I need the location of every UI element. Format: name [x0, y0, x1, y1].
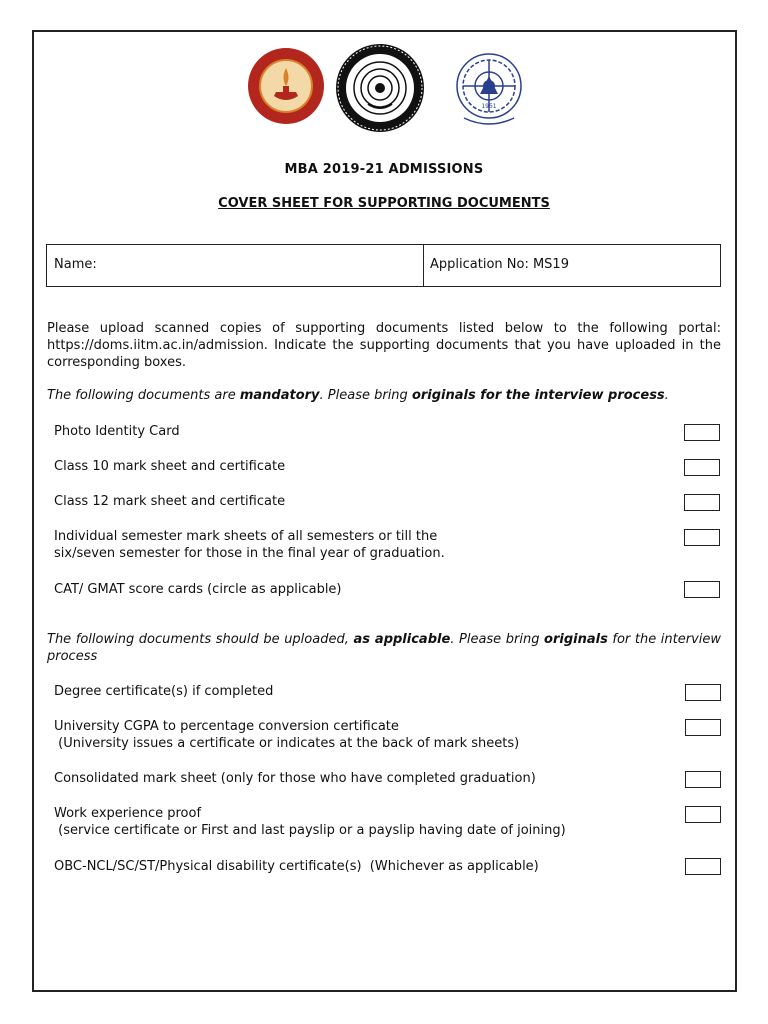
iit-madras-logo	[246, 46, 326, 126]
checkbox-degree-certificate[interactable]	[685, 684, 721, 701]
mandatory-note: The following documents are mandatory. Please bring originals for the interview process.	[47, 388, 669, 403]
page-title: MBA 2019-21 ADMISSIONS	[284, 162, 484, 177]
iit-bombay-logo	[334, 42, 426, 134]
checkbox-semester-marksheets[interactable]	[684, 529, 720, 546]
logo-row	[0, 46, 768, 136]
intro-paragraph: Please upload scanned copies of supporting documents listed below to the following portal: https://doms.iitm.ac.in/admission. Indicate the supporting documents that you have uploaded in the corresponding boxes.	[47, 321, 721, 370]
doc-item-cgpa-conversion: University CGPA to percentage conversion certificate (University issues a certificate or indicates at the back of mark sheets)	[54, 719, 520, 751]
name-field[interactable]: Name:	[47, 245, 424, 286]
checkbox-work-experience[interactable]	[685, 806, 721, 823]
checkbox-category-certificate[interactable]	[685, 858, 721, 875]
doc-item-consolidated-marksheet: Consolidated mark sheet (only for those who have completed graduation)	[54, 771, 536, 786]
applicant-info-box	[46, 244, 721, 287]
svg-text:1951: 1951	[481, 103, 497, 110]
page-subtitle: COVER SHEET FOR SUPPORTING DOCUMENTS	[218, 196, 550, 211]
checkbox-consolidated-marksheet[interactable]	[685, 771, 721, 788]
checkbox-cat-gmat[interactable]	[684, 581, 720, 598]
checkbox-class12[interactable]	[684, 494, 720, 511]
doc-item-class12: Class 12 mark sheet and certificate	[54, 494, 286, 509]
doc-item-cat-gmat: CAT/ GMAT score cards (circle as applicable)	[54, 582, 342, 597]
checkbox-cgpa-conversion[interactable]	[685, 719, 721, 736]
doc-item-photo-id: Photo Identity Card	[54, 424, 180, 439]
application-number-field[interactable]: Application No: MS19	[430, 257, 569, 272]
applicable-note: The following documents should be uploaded, as applicable. Please bring originals for the interview process	[47, 632, 721, 664]
doc-item-category-certificate: OBC-NCL/SC/ST/Physical disability certificate(s) (Whichever as applicable)	[54, 859, 539, 874]
doc-item-semester-marksheets: Individual semester mark sheets of all semesters or till the six/seven semester for those in the final year of graduation.	[54, 529, 445, 561]
checkbox-photo-id[interactable]	[684, 424, 720, 441]
doc-item-work-experience: Work experience proof (service certificate or First and last payslip or a payslip having date of joining)	[54, 806, 566, 838]
doc-item-class10: Class 10 mark sheet and certificate	[54, 459, 286, 474]
checkbox-class10[interactable]	[684, 459, 720, 476]
iit-kharagpur-logo	[444, 46, 534, 130]
doc-item-degree-certificate: Degree certificate(s) if completed	[54, 684, 274, 699]
